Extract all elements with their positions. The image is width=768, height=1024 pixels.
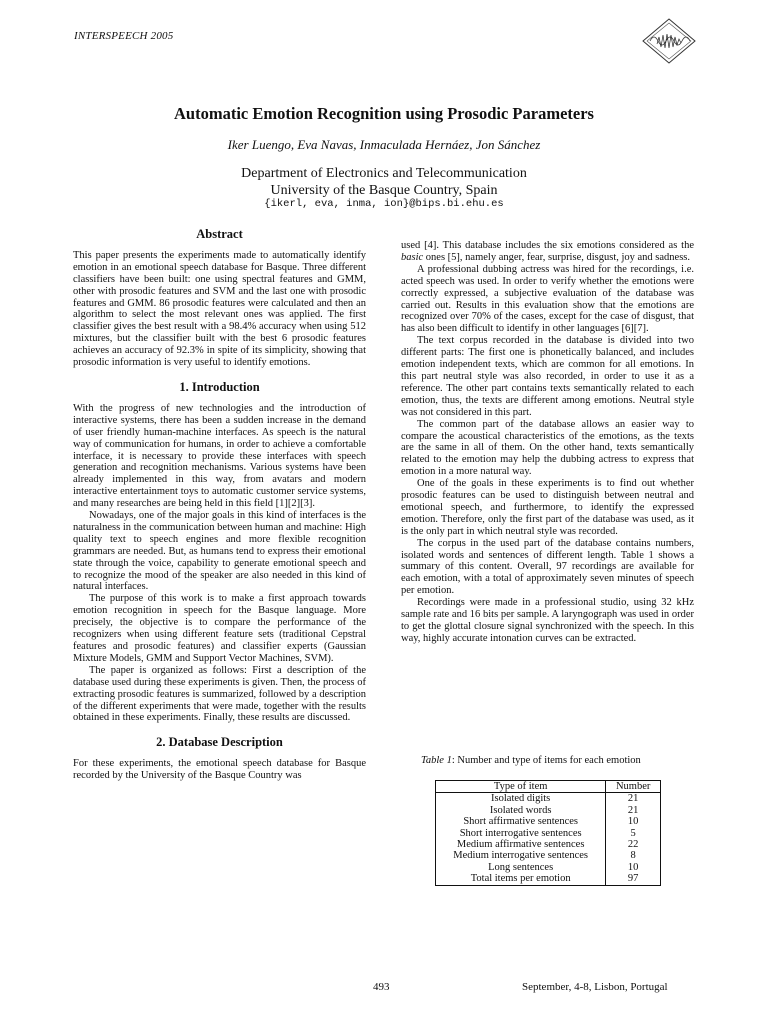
database-paragraph: The corpus in the used part of the database contains numbers, isolated words and sentences of different length. Table 1 shows a summary of this content. Overall, 97 recordings are available for each emotion, with a total of approximately seven minutes of speech per emotion. [401, 537, 694, 597]
paper-title: Automatic Emotion Recognition using Prosodic Parameters [174, 104, 594, 123]
table-row: Medium interrogative sentences 8 [436, 850, 661, 861]
affiliation-department: Department of Electronics and Telecommunication [241, 166, 527, 181]
intro-paragraph: The purpose of this work is to make a first approach towards emotion recognition in speech for the Basque language. More precisely, the objective is to compare the performance of the recognizers when using different feature sets (traditional Cepstral features and prosodic features) and classifier experts (Gaussian Mixture Models, GMM and Support Vector Machines, SVM). [73, 593, 366, 664]
table-row: Short affirmative sentences 10 [436, 816, 661, 827]
table-header-cell: Number [606, 781, 661, 793]
table-header-row [436, 781, 661, 793]
author-emails: {ikerl, eva, inma, ion}@bips.bi.ehu.es [264, 198, 504, 210]
database-paragraph: The text corpus recorded in the database is divided into two different parts: The first one is phonetically balanced, and includes emotion independent texts, which are common for all emotions. In this part neutral style was also recorded, in order to use it as a reference. The other part contains texts semantically related to each emotion, thus, the texts are different among emotions. Neutral style was not considered in this part. [401, 335, 694, 418]
table-caption: Table 1: Number and type of items for each emotion [421, 755, 641, 766]
right-column [401, 240, 694, 645]
page-number: 493 [373, 981, 390, 993]
introduction-heading: 1. Introduction [179, 379, 260, 394]
table-row: Isolated words 21 [436, 805, 661, 816]
intro-paragraph: With the progress of new technologies and the introduction of interactive systems, there has been a sudden increase in the demand of user friendly human-machine interfaces. As speech is the natural way of communication for humans, in order to achieve a comfortable interface, it is necessary to provide these interfaces with speech generation and recognition mechanisms. Various systems have been already implemented in this way, from avatars and modern interactive entertainment toys to automatic customer service systems, and many researches are being held in this field [1][2][3]. [73, 402, 366, 510]
database-paragraph: For these experiments, the emotional speech database for Basque recorded by the University of the Basque Country was [73, 758, 366, 782]
database-paragraph: One of the goals in these experiments is to find out whether prosodic features can be used to distinguish between neutral and emotional speech, and furthermore, to identify the expressed emotion. Therefore, only the first part of the database was used, as it is the only part in which neutral style was recorded. [401, 478, 694, 537]
intro-paragraph: The paper is organized as follows: First a description of the database used during these experiments is given. Then, the process of extracting prosodic features is summarized, followed by a description of the different experiments that were made, together with the results obtained in these experiments. Finally, these results are discussed. [73, 664, 366, 724]
items-table [435, 780, 661, 886]
database-paragraph: used [4]. This database includes the six emotions considered as the basic ones [5], namely anger, fear, surprise, disgust, joy and sadness. [401, 240, 694, 263]
table-row: Total items per emotion 97 [436, 873, 661, 885]
affiliation-university: University of the Basque Country, Spain [270, 183, 498, 198]
table-row: Medium affirmative sentences 22 [436, 839, 661, 850]
database-paragraph: Recordings were made in a professional studio, using 32 kHz sample rate and 16 bits per sample. A laryngograph was used in order to get the glottal closure signal synchronized with the speech. In this way, highly accurate intonation curves can be extracted. [401, 597, 694, 644]
table-row: Long sentences 10 [436, 862, 661, 873]
author-list: Iker Luengo, Eva Navas, Inmaculada Hernáez, Jon Sánchez [227, 137, 541, 152]
abstract-text: This paper presents the experiments made to automatically identify emotion in an emotional speech database for Basque. Three different classifiers have been built: one using spectral features and GMM, other with prosodic features and SVM and the last one with prosodic features and GMM. 86 prosodic features were calculated and then an algorithm to select the most relevant ones was applied. The first classifier gives the best result with a 98.4% accuracy when using 512 mixtures, but the classifier built with the best 6 prosodic features achieves an accuracy of 92.3% in spite of its simplicity, showing that prosodic information is very useful to identify emotions. [73, 249, 366, 369]
conference-logo-icon [641, 17, 697, 65]
database-paragraph: A professional dubbing actress was hired for the recordings, i.e. acted speech was used. In order to verify whether the emotions were correctly expressed, a subjective evaluation of the database was carried out. Results in this evaluation show that the emotions are recognized over 70% of the cases, except for the case of disgust, that has also been difficult to identify in other languages [6][7]. [401, 263, 694, 335]
left-column [73, 229, 366, 782]
intro-paragraph: Nowadays, one of the major goals in this kind of interfaces is the naturalness in the communication between human and machine: High quality text to speech engines and more flexible recognition grammars are needed. But, as humans tend to express their emotional state through the voice, capability to generate emotional speech and to recognize the mood of the speaker are also needed in this kind of natural interfaces. [73, 510, 366, 593]
table-header-cell: Type of item [436, 781, 606, 793]
conference-header: INTERSPEECH 2005 [74, 30, 174, 42]
table-row: Isolated digits 21 [436, 793, 661, 805]
table-row: Short interrogative sentences 5 [436, 828, 661, 839]
database-heading: 2. Database Description [156, 735, 283, 750]
abstract-heading: Abstract [196, 227, 243, 241]
database-paragraph: The common part of the database allows an easier way to compare the acoustical characteristics of the emotions, as the texts are the same in all of them. On the other hand, texts semantically related to the emotion may help the dubbing actress to express that emotion in a more natural way. [401, 418, 694, 478]
conference-venue: September, 4-8, Lisbon, Portugal [522, 981, 668, 993]
